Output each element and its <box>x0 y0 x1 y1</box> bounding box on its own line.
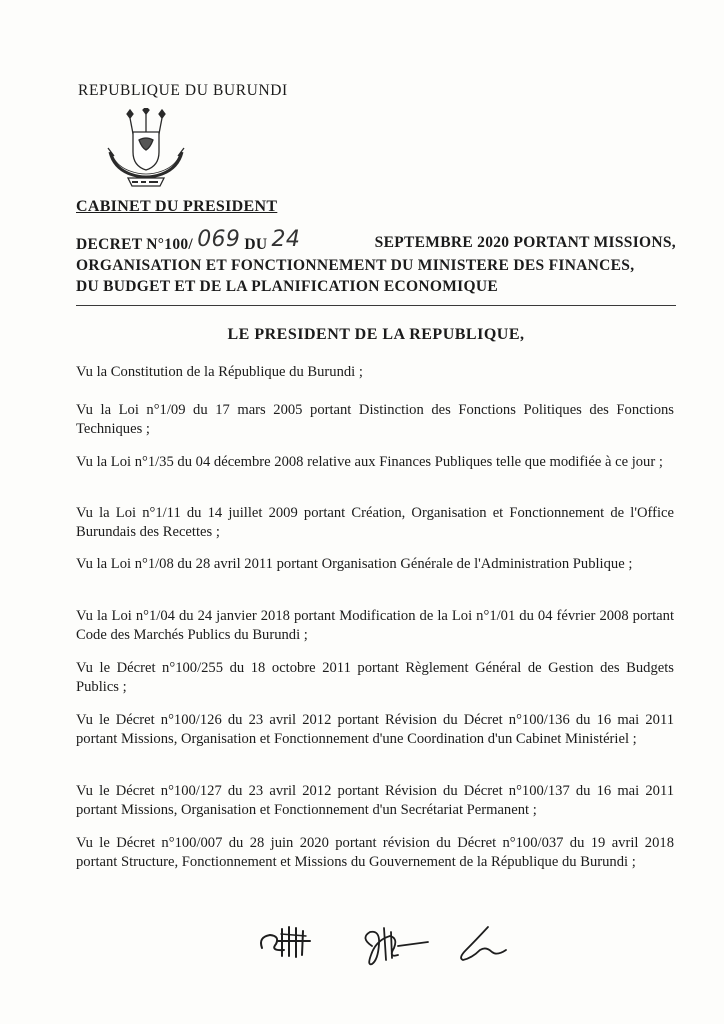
consideration-item: Vu le Décret n°100/007 du 28 juin 2020 portant révision du Décret n°100/037 du 19 avril 2018 portant Structure, Fonctionnement et Missions du Gouvernement de la République du Burundi ; <box>76 835 674 870</box>
consideration-item: Vu le Décret n°100/127 du 23 avril 2012 portant Révision du Décret n°100/137 du 16 mai 2011 portant Missions, Organisation et Fonctionnement d'un Secrétariat Permanent ; <box>76 783 674 818</box>
signature-initials-1-icon <box>261 927 310 957</box>
consideration-item: Vu le Décret n°100/126 du 23 avril 2012 portant Révision du Décret n°100/136 du 16 mai 2011 portant Missions, Organisation et Fonctionnement d'une Coordination d'un Cabinet Ministériel ; <box>76 712 674 747</box>
decree-title <box>76 227 676 297</box>
coat-of-arms-icon <box>100 108 192 192</box>
decree-title-line-1-rest: SEPTEMBRE 2020 PORTANT MISSIONS, <box>374 234 676 251</box>
decree-number-group <box>76 227 301 255</box>
decree-title-line-2: ORGANISATION ET FONCTIONNEMENT DU MINISTERE DES FINANCES, <box>76 257 635 274</box>
cabinet-heading: CABINET DU PRESIDENT <box>76 198 278 215</box>
consideration-item: Vu la Loi n°1/11 du 14 juillet 2009 portant Création, Organisation et Fonctionnement de l'Office Burundais des Recettes ; <box>76 505 674 540</box>
consideration-item: Vu la Loi n°1/04 du 24 janvier 2018 portant Modification de la Loi n°1/01 du 04 février 2008 portant Code des Marchés Publics du Burundi ; <box>76 608 674 643</box>
decree-du: DU <box>244 236 268 253</box>
decree-number-handwritten: 069 <box>197 227 241 252</box>
consideration-item: Vu la Loi n°1/08 du 28 avril 2011 portant Organisation Générale de l'Administration Publique ; <box>76 556 633 572</box>
decree-day-handwritten: 24 <box>271 227 301 252</box>
title-underline-divider <box>76 305 676 306</box>
consideration-item: Vu la Loi n°1/35 du 04 décembre 2008 relative aux Finances Publiques telle que modifiée à ce jour ; <box>76 454 663 470</box>
decree-title-line-3: DU BUDGET ET DE LA PLANIFICATION ECONOMIQUE <box>76 278 498 295</box>
decree-title-line-1 <box>76 227 676 255</box>
consideration-item: Vu la Loi n°1/09 du 17 mars 2005 portant Distinction des Fonctions Politiques des Fonctions Techniques ; <box>76 402 674 437</box>
consideration-item: Vu la Constitution de la République du Burundi ; <box>76 364 363 380</box>
signature-initials-3-icon <box>461 927 506 960</box>
consideration-item: Vu le Décret n°100/255 du 18 octobre 2011 portant Règlement Général de Gestion des Budgets Publics ; <box>76 660 674 695</box>
country-name: REPUBLIQUE DU BURUNDI <box>78 82 288 99</box>
preamble-heading: LE PRESIDENT DE LA REPUBLIQUE, <box>227 326 525 343</box>
signature-initials-2-icon <box>365 928 428 964</box>
decree-prefix: DECRET N°100/ <box>76 236 194 253</box>
